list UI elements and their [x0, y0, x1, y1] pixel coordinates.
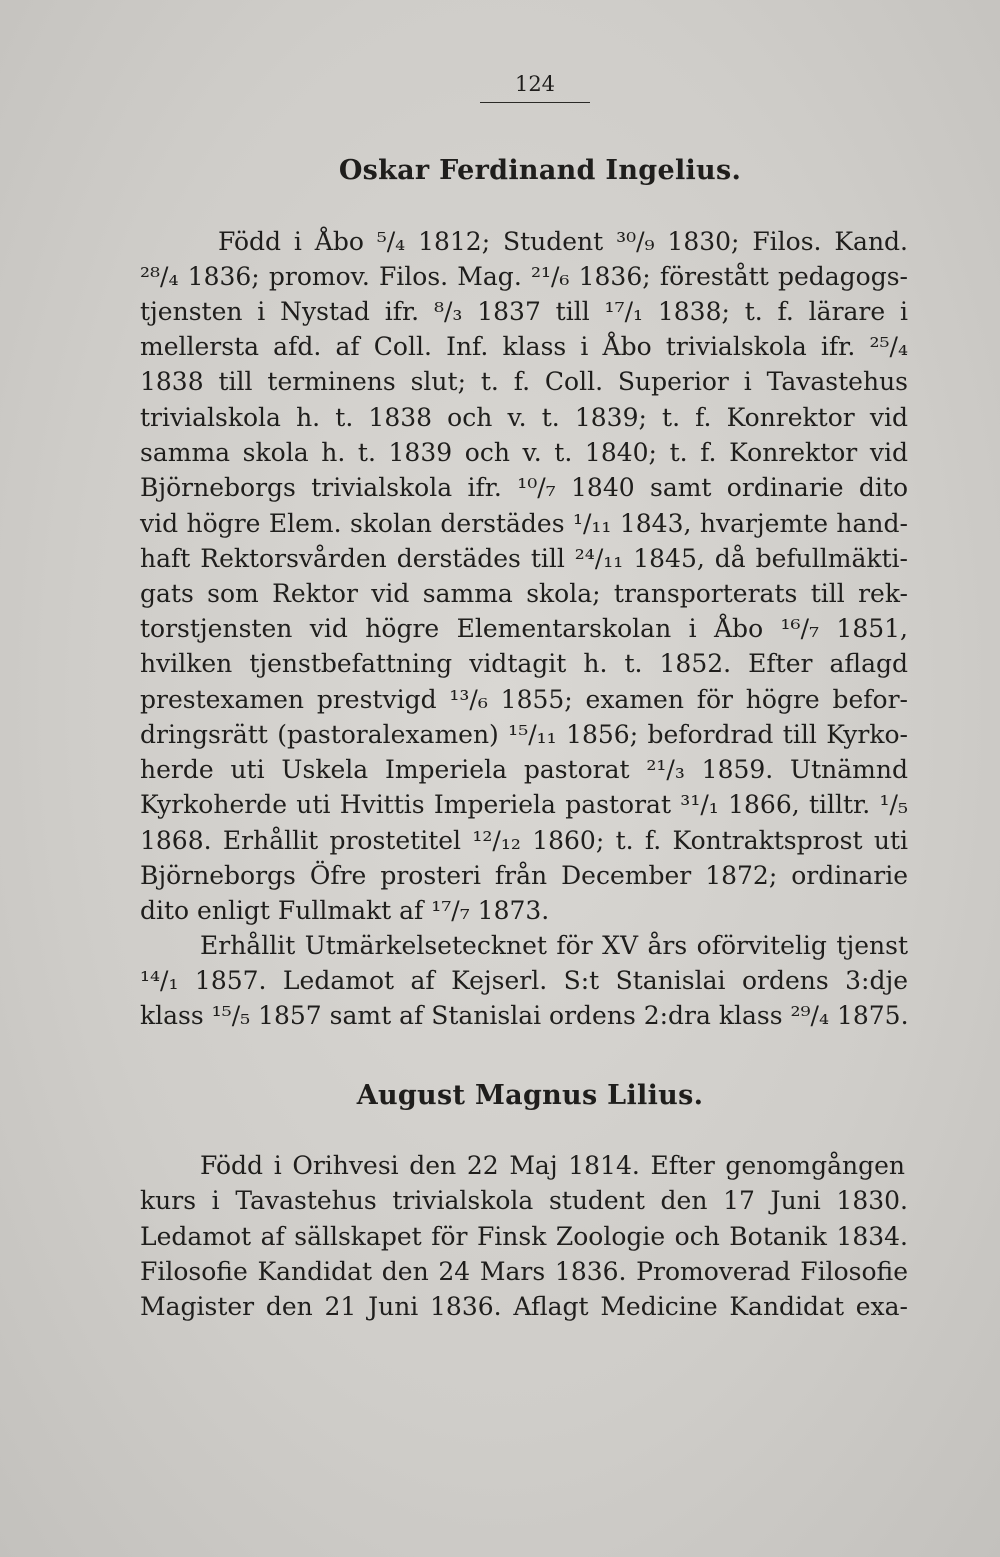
text-line: Kyrkoherde uti Hvittis Imperiela pastorat ³¹/₁ 1866, tilltr. ¹/₅ — [140, 790, 908, 819]
text-line: Filosofie Kandidat den 24 Mars 1836. Promoverad Filosofie — [140, 1257, 908, 1286]
text-line: ¹⁴/₁ 1857. Ledamot af Kejserl. S:t Stanislai ordens 3:dje — [140, 966, 908, 995]
text-line: hvilken tjenstbefattning vidtagit h. t. 1852. Efter aflagd — [140, 649, 908, 678]
text-line: Född i Orihvesi den 22 Maj 1814. Efter genomgången — [200, 1151, 905, 1180]
text-line: samma skola h. t. 1839 och v. t. 1840; t. f. Konrektor vid — [140, 438, 908, 467]
text-line: dito enligt Fullmakt af ¹⁷/₇ 1873. — [140, 896, 550, 925]
text-line: mellersta afd. af Coll. Inf. klass i Åbo trivialskola ifr. ²⁵/₄ — [140, 332, 908, 361]
text-line: Ledamot af sällskapet för Finsk Zoologie och Botanik 1834. — [140, 1222, 908, 1251]
text-line: haft Rektorsvården derstädes till ²⁴/₁₁ 1845, då befullmäkti- — [140, 544, 908, 573]
text-line: tjensten i Nystad ifr. ⁸/₃ 1837 till ¹⁷/₁ 1838; t. f. lärare i — [140, 297, 908, 326]
text-line: Född i Åbo ⁵/₄ 1812; Student ³⁰/₉ 1830; Filos. Kand. — [218, 227, 908, 256]
text-line: Magister den 21 Juni 1836. Aflagt Medicine Kandidat exa- — [140, 1292, 908, 1321]
page-number: 124 — [480, 72, 590, 103]
text-line: gats som Rektor vid samma skola; transporterats till rek- — [140, 579, 908, 608]
text-line: Erhållit Utmärkelsetecknet för XV års oförvitelig tjenst — [200, 931, 908, 960]
text-line: herde uti Uskela Imperiela pastorat ²¹/₃ 1859. Utnämnd — [140, 755, 908, 784]
section-heading-ingelius: Oskar Ferdinand Ingelius. — [338, 155, 742, 186]
text-line: ²⁸/₄ 1836; promov. Filos. Mag. ²¹/₆ 1836; förestått pedagogs- — [140, 262, 908, 291]
text-line: trivialskola h. t. 1838 och v. t. 1839; t. f. Konrektor vid — [140, 403, 908, 432]
text-line: 1868. Erhållit prostetitel ¹²/₁₂ 1860; t. f. Kontraktsprost uti — [140, 826, 908, 855]
text-line: Björneborgs trivialskola ifr. ¹⁰/₇ 1840 samt ordinarie dito — [140, 473, 908, 502]
text-line: dringsrätt (pastoralexamen) ¹⁵/₁₁ 1856; befordrad till Kyrko- — [140, 720, 908, 749]
section-heading-lilius: August Magnus Lilius. — [356, 1080, 704, 1111]
text-line: prestexamen prestvigd ¹³/₆ 1855; examen för högre befor- — [140, 685, 908, 714]
text-line: Björneborgs Öfre prosteri från December 1872; ordinarie — [140, 861, 908, 890]
text-line: klass ¹⁵/₅ 1857 samt af Stanislai ordens 2:dra klass ²⁹/₄ 1875. — [140, 1001, 909, 1030]
text-line: torstjensten vid högre Elementarskolan i Åbo ¹⁶/₇ 1851, — [140, 614, 908, 643]
text-line: vid högre Elem. skolan derstädes ¹/₁₁ 1843, hvarjemte hand- — [140, 509, 908, 538]
text-line: 1838 till terminens slut; t. f. Coll. Superior i Tavastehus — [140, 367, 908, 396]
text-line: kurs i Tavastehus trivialskola student den 17 Juni 1830. — [140, 1186, 908, 1215]
